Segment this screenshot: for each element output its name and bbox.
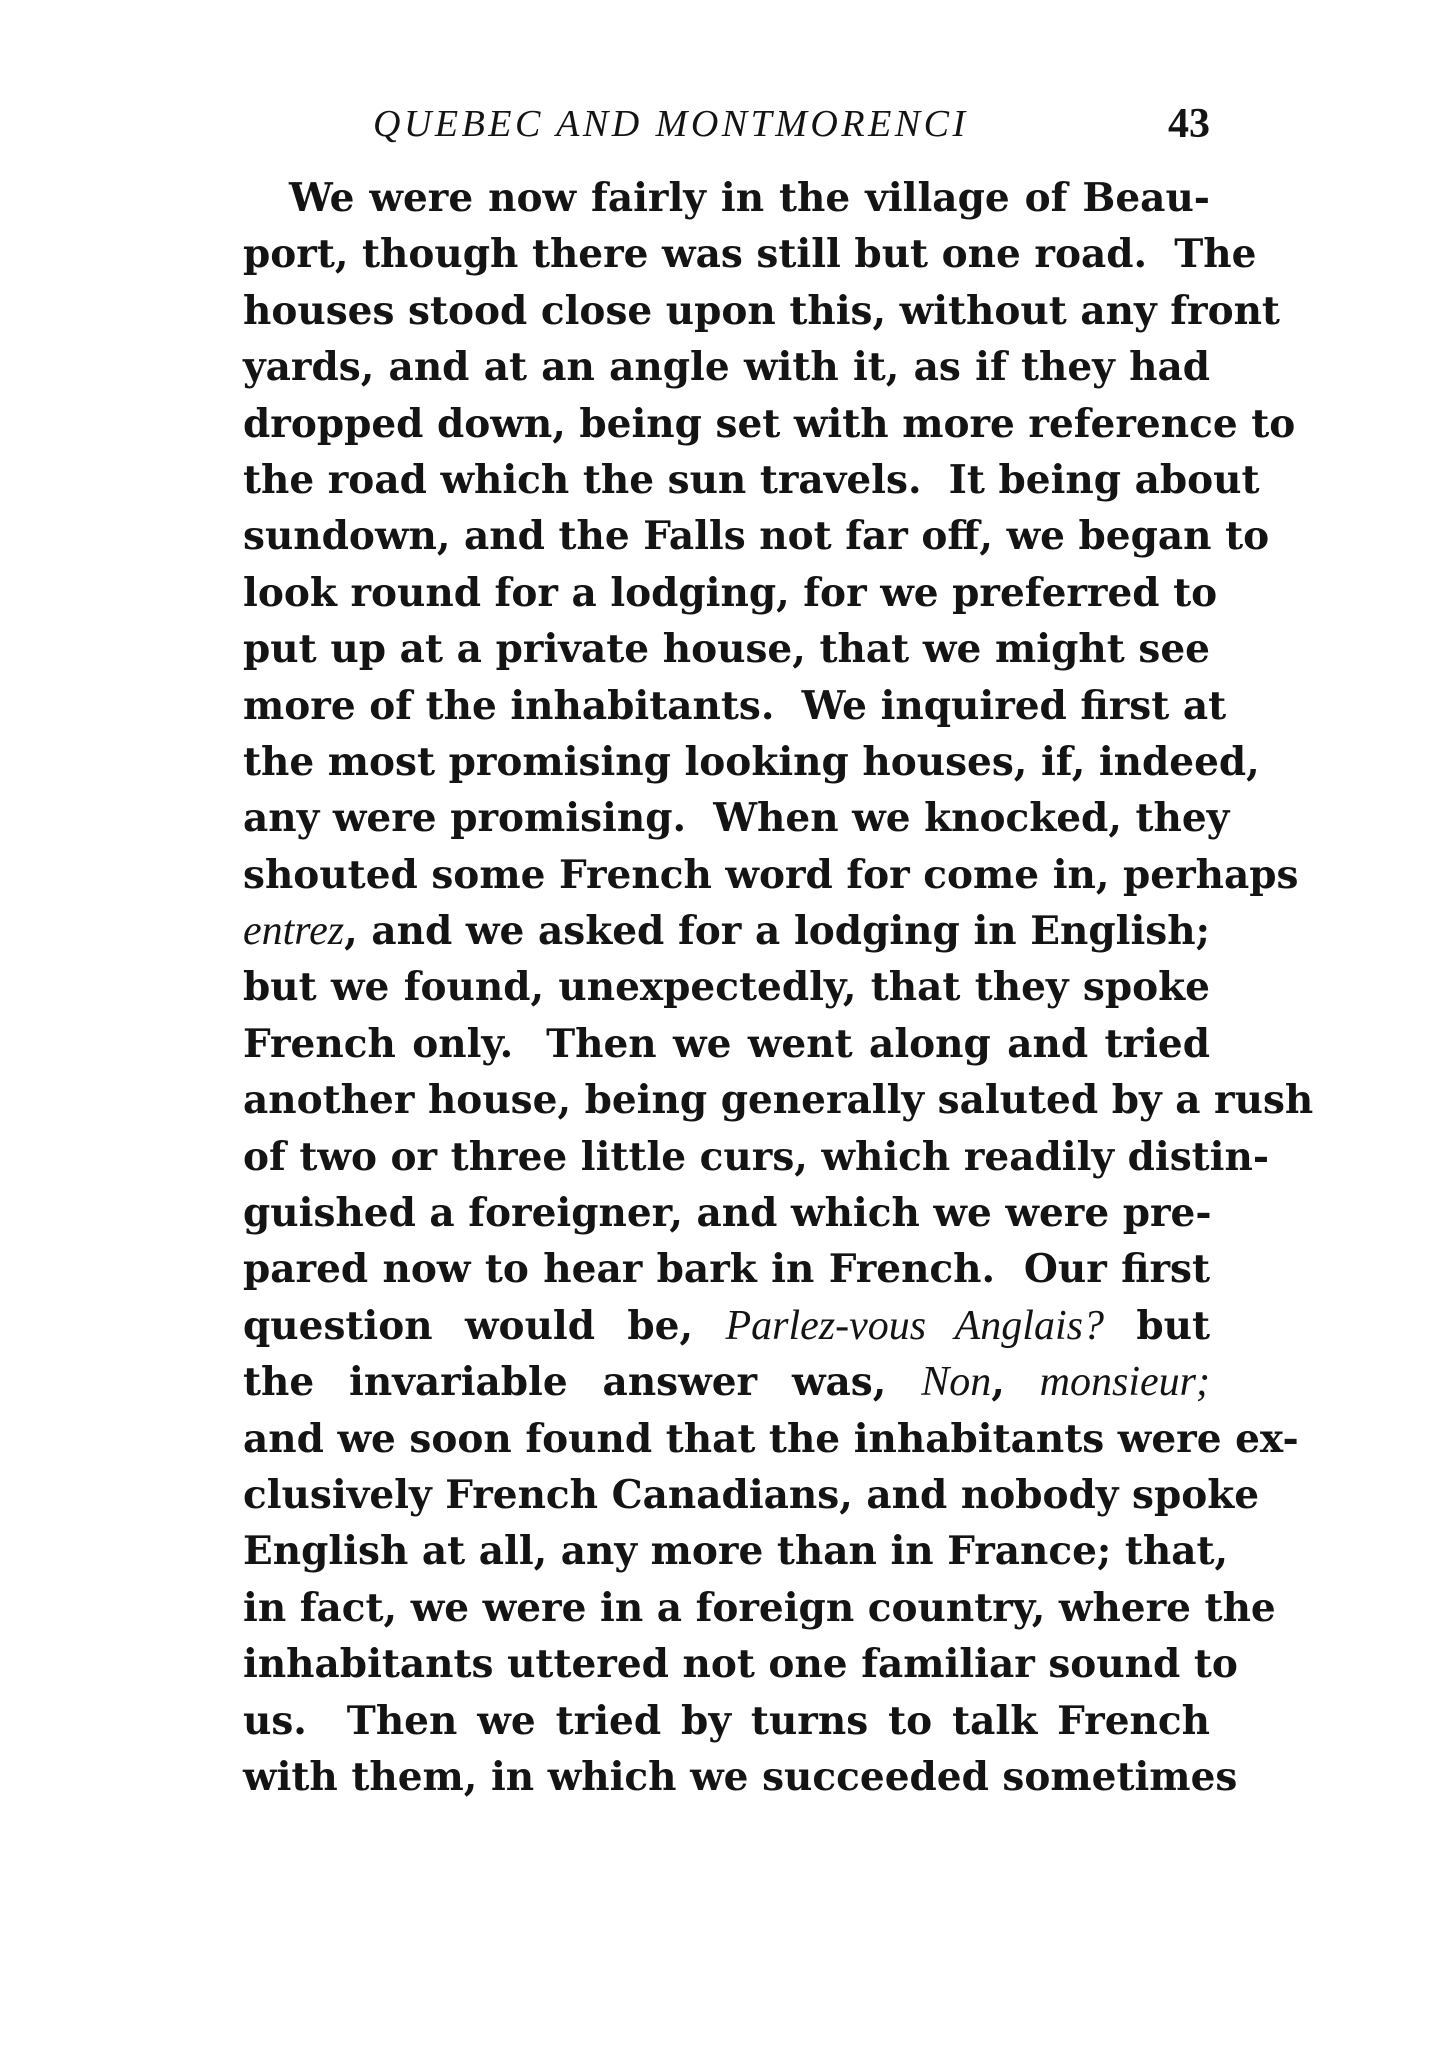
text-line bbox=[243, 621, 1210, 677]
text-line bbox=[243, 903, 1210, 959]
text-segment: in fact, we were in a foreign country, where the bbox=[243, 1584, 1276, 1631]
running-head bbox=[243, 96, 1210, 152]
text-segment: another house, being generally saluted by a rush bbox=[243, 1077, 1314, 1124]
text-line bbox=[243, 1185, 1210, 1241]
body-text bbox=[243, 170, 1314, 1805]
text-line bbox=[243, 734, 1260, 790]
text-line bbox=[243, 959, 1210, 1015]
text-segment: us. Then we tried by turns to talk French bbox=[243, 1697, 1210, 1744]
text-line bbox=[243, 1467, 1260, 1523]
text-segment: sundown, and the Falls not far off, we began to bbox=[243, 513, 1270, 560]
running-title: QUEBEC AND MONTMORENCI bbox=[373, 103, 969, 145]
text-line bbox=[243, 283, 1280, 339]
text-line bbox=[243, 1072, 1314, 1128]
italic-phrase: monsieur; bbox=[1039, 1359, 1210, 1406]
text-line bbox=[243, 1411, 1299, 1467]
text-segment: any were promising. When we knocked, they bbox=[243, 795, 1230, 842]
text-line bbox=[243, 678, 1227, 734]
text-segment: the invariable answer was, bbox=[243, 1359, 922, 1406]
text-line bbox=[243, 565, 1218, 621]
text-line bbox=[243, 847, 1299, 903]
text-line bbox=[243, 1354, 1210, 1410]
text-line bbox=[243, 1129, 1270, 1185]
text-line bbox=[243, 1016, 1210, 1072]
text-line bbox=[243, 1693, 1210, 1749]
text-segment: yards, and at an angle with it, as if they had bbox=[243, 344, 1210, 391]
text-segment: put up at a private house, that we might see bbox=[243, 626, 1210, 673]
text-line bbox=[243, 170, 1210, 226]
text-segment: English at all, any more than in France; that, bbox=[243, 1528, 1229, 1575]
text-segment: the most promising looking houses, if, indeed, bbox=[243, 738, 1260, 785]
text-segment: look round for a lodging, for we preferred to bbox=[243, 569, 1218, 616]
text-segment: of two or three little curs, which readily distin- bbox=[243, 1133, 1270, 1180]
text-segment: dropped down, being set with more reference to bbox=[243, 400, 1296, 447]
text-segment: We were now fairly in the village of Beau- bbox=[289, 175, 1210, 221]
text-segment: shouted some French word for come in, perhaps bbox=[243, 851, 1299, 898]
text-segment: with them, in which we succeeded sometimes bbox=[243, 1753, 1238, 1800]
text-segment: French only. Then we went along and tried bbox=[243, 1020, 1210, 1067]
text-line bbox=[243, 339, 1210, 395]
text-segment: more of the inhabitants. We inquired first at bbox=[243, 682, 1227, 729]
page-number: 43 bbox=[1168, 101, 1210, 147]
text-line bbox=[243, 396, 1296, 452]
text-segment: but bbox=[1103, 1302, 1211, 1349]
text-line bbox=[243, 1580, 1276, 1636]
text-segment: , and we asked for a lodging in English; bbox=[344, 908, 1210, 955]
text-line bbox=[243, 1298, 1210, 1354]
text-segment: clusively French Canadians, and nobody spoke bbox=[243, 1471, 1260, 1518]
text-segment: port, though there was still but one road. The bbox=[243, 231, 1257, 278]
italic-phrase: Non bbox=[921, 1359, 992, 1406]
text-segment: and we soon found that the inhabitants were ex- bbox=[243, 1415, 1299, 1462]
text-line bbox=[243, 1636, 1238, 1692]
text-segment: inhabitants uttered not one familiar sound to bbox=[243, 1641, 1238, 1688]
text-line bbox=[243, 452, 1260, 508]
text-segment: the road which the sun travels. It being about bbox=[243, 456, 1260, 503]
text-line bbox=[243, 790, 1230, 846]
text-segment: houses stood close upon this, without any front bbox=[243, 287, 1280, 334]
text-line bbox=[243, 1241, 1210, 1297]
text-segment: guished a foreigner, and which we were pre- bbox=[243, 1190, 1212, 1237]
text-line bbox=[243, 1749, 1238, 1805]
text-segment: pared now to hear bark in French. Our first bbox=[243, 1246, 1210, 1293]
italic-phrase: Parlez-vous Anglais? bbox=[725, 1302, 1104, 1349]
text-segment: , bbox=[991, 1359, 1040, 1406]
italic-phrase: entrez bbox=[243, 908, 345, 955]
text-line bbox=[243, 508, 1270, 564]
text-segment: question would be, bbox=[243, 1302, 726, 1349]
text-line bbox=[243, 1523, 1229, 1579]
text-line bbox=[243, 226, 1257, 282]
text-segment: but we found, unexpectedly, that they spoke bbox=[243, 964, 1210, 1011]
